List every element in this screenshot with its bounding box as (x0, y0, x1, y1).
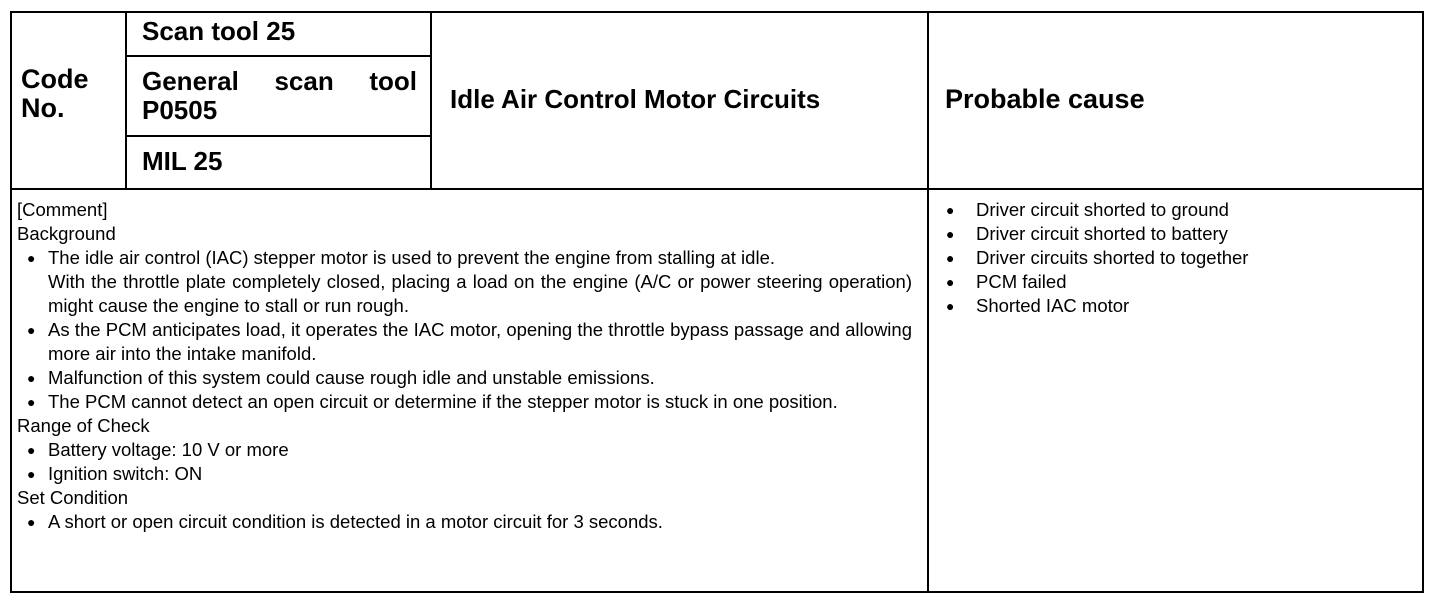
list-item (17, 366, 912, 390)
bullet-icon: ● (946, 226, 955, 242)
divider-header-body (10, 188, 1424, 190)
set-item: A short or open circuit condition is detected in a motor circuit for 3 seconds. (48, 511, 663, 532)
list-item (17, 438, 912, 462)
bullet-icon: ● (27, 514, 36, 530)
bullet-icon: ● (27, 466, 36, 482)
cause-item: Driver circuit shorted to ground (976, 199, 1229, 220)
tool-word: tool (369, 66, 417, 96)
list-item (940, 294, 1410, 318)
cause-item: Shorted IAC motor (976, 295, 1130, 316)
bullet-icon: ● (946, 298, 955, 314)
general-scan-tool-code (142, 67, 417, 125)
bullet-icon: ● (27, 394, 36, 410)
probable-cause-header: Probable cause (945, 84, 1145, 114)
general-word: General (142, 66, 239, 96)
scan-tool-code: Scan tool 25 (142, 16, 296, 46)
background-item: As the PCM anticipates load, it operates the IAC motor, opening the throttle bypass passage and allowing more air into the intake manifold. (48, 319, 912, 364)
list-item (17, 270, 912, 318)
list-item (17, 246, 912, 270)
cause-item: Driver circuits shorted to together (976, 247, 1249, 268)
divider-scan-row2 (125, 135, 432, 137)
scan-word: scan (274, 66, 334, 96)
bullet-spacer (17, 270, 48, 318)
probable-cause-list (940, 198, 1410, 318)
bullet-icon: ● (27, 250, 36, 266)
list-item (17, 462, 912, 486)
range-item: Battery voltage: 10 V or more (48, 439, 289, 460)
divider-scan-row1 (125, 55, 432, 57)
code-no-header: Code No. (21, 64, 89, 123)
mil-code: MIL 25 (142, 146, 223, 176)
background-item: The idle air control (IAC) stepper motor is used to prevent the engine from stalling at idle. (48, 247, 775, 268)
bullet-icon: ● (27, 442, 36, 458)
cause-item: PCM failed (976, 271, 1067, 292)
list-item (17, 390, 912, 414)
list-item (17, 510, 912, 534)
background-item: Malfunction of this system could cause rough idle and unstable emissions. (48, 367, 655, 388)
comment-section (17, 198, 912, 534)
background-item: The PCM cannot detect an open circuit or determine if the stepper motor is stuck in one position. (48, 391, 838, 412)
background-heading: Background (17, 223, 116, 244)
bullet-icon: ● (946, 250, 955, 266)
list-item (940, 222, 1410, 246)
set-heading: Set Condition (17, 487, 129, 508)
cause-item: Driver circuit shorted to battery (976, 223, 1228, 244)
range-heading: Range of Check (17, 415, 150, 436)
background-item: With the throttle plate completely closed, placing a load on the engine (A/C or power steering operation) might cause the engine to stall or run rough. (48, 271, 912, 316)
dtc-title: Idle Air Control Motor Circuits (450, 84, 821, 114)
list-item (940, 198, 1410, 222)
divider-scan-col (430, 11, 432, 189)
list-item (940, 270, 1410, 294)
comment-label: [Comment] (17, 199, 108, 220)
bullet-icon: ● (27, 370, 36, 386)
list-item (17, 318, 912, 366)
divider-code-col (125, 11, 127, 189)
range-item: Ignition switch: ON (48, 463, 203, 484)
list-item (940, 246, 1410, 270)
bullet-icon: ● (946, 274, 955, 290)
bullet-icon: ● (27, 322, 36, 338)
divider-cause-col (927, 11, 929, 593)
bullet-icon: ● (946, 202, 955, 218)
obd-code: P0505 (142, 95, 218, 125)
